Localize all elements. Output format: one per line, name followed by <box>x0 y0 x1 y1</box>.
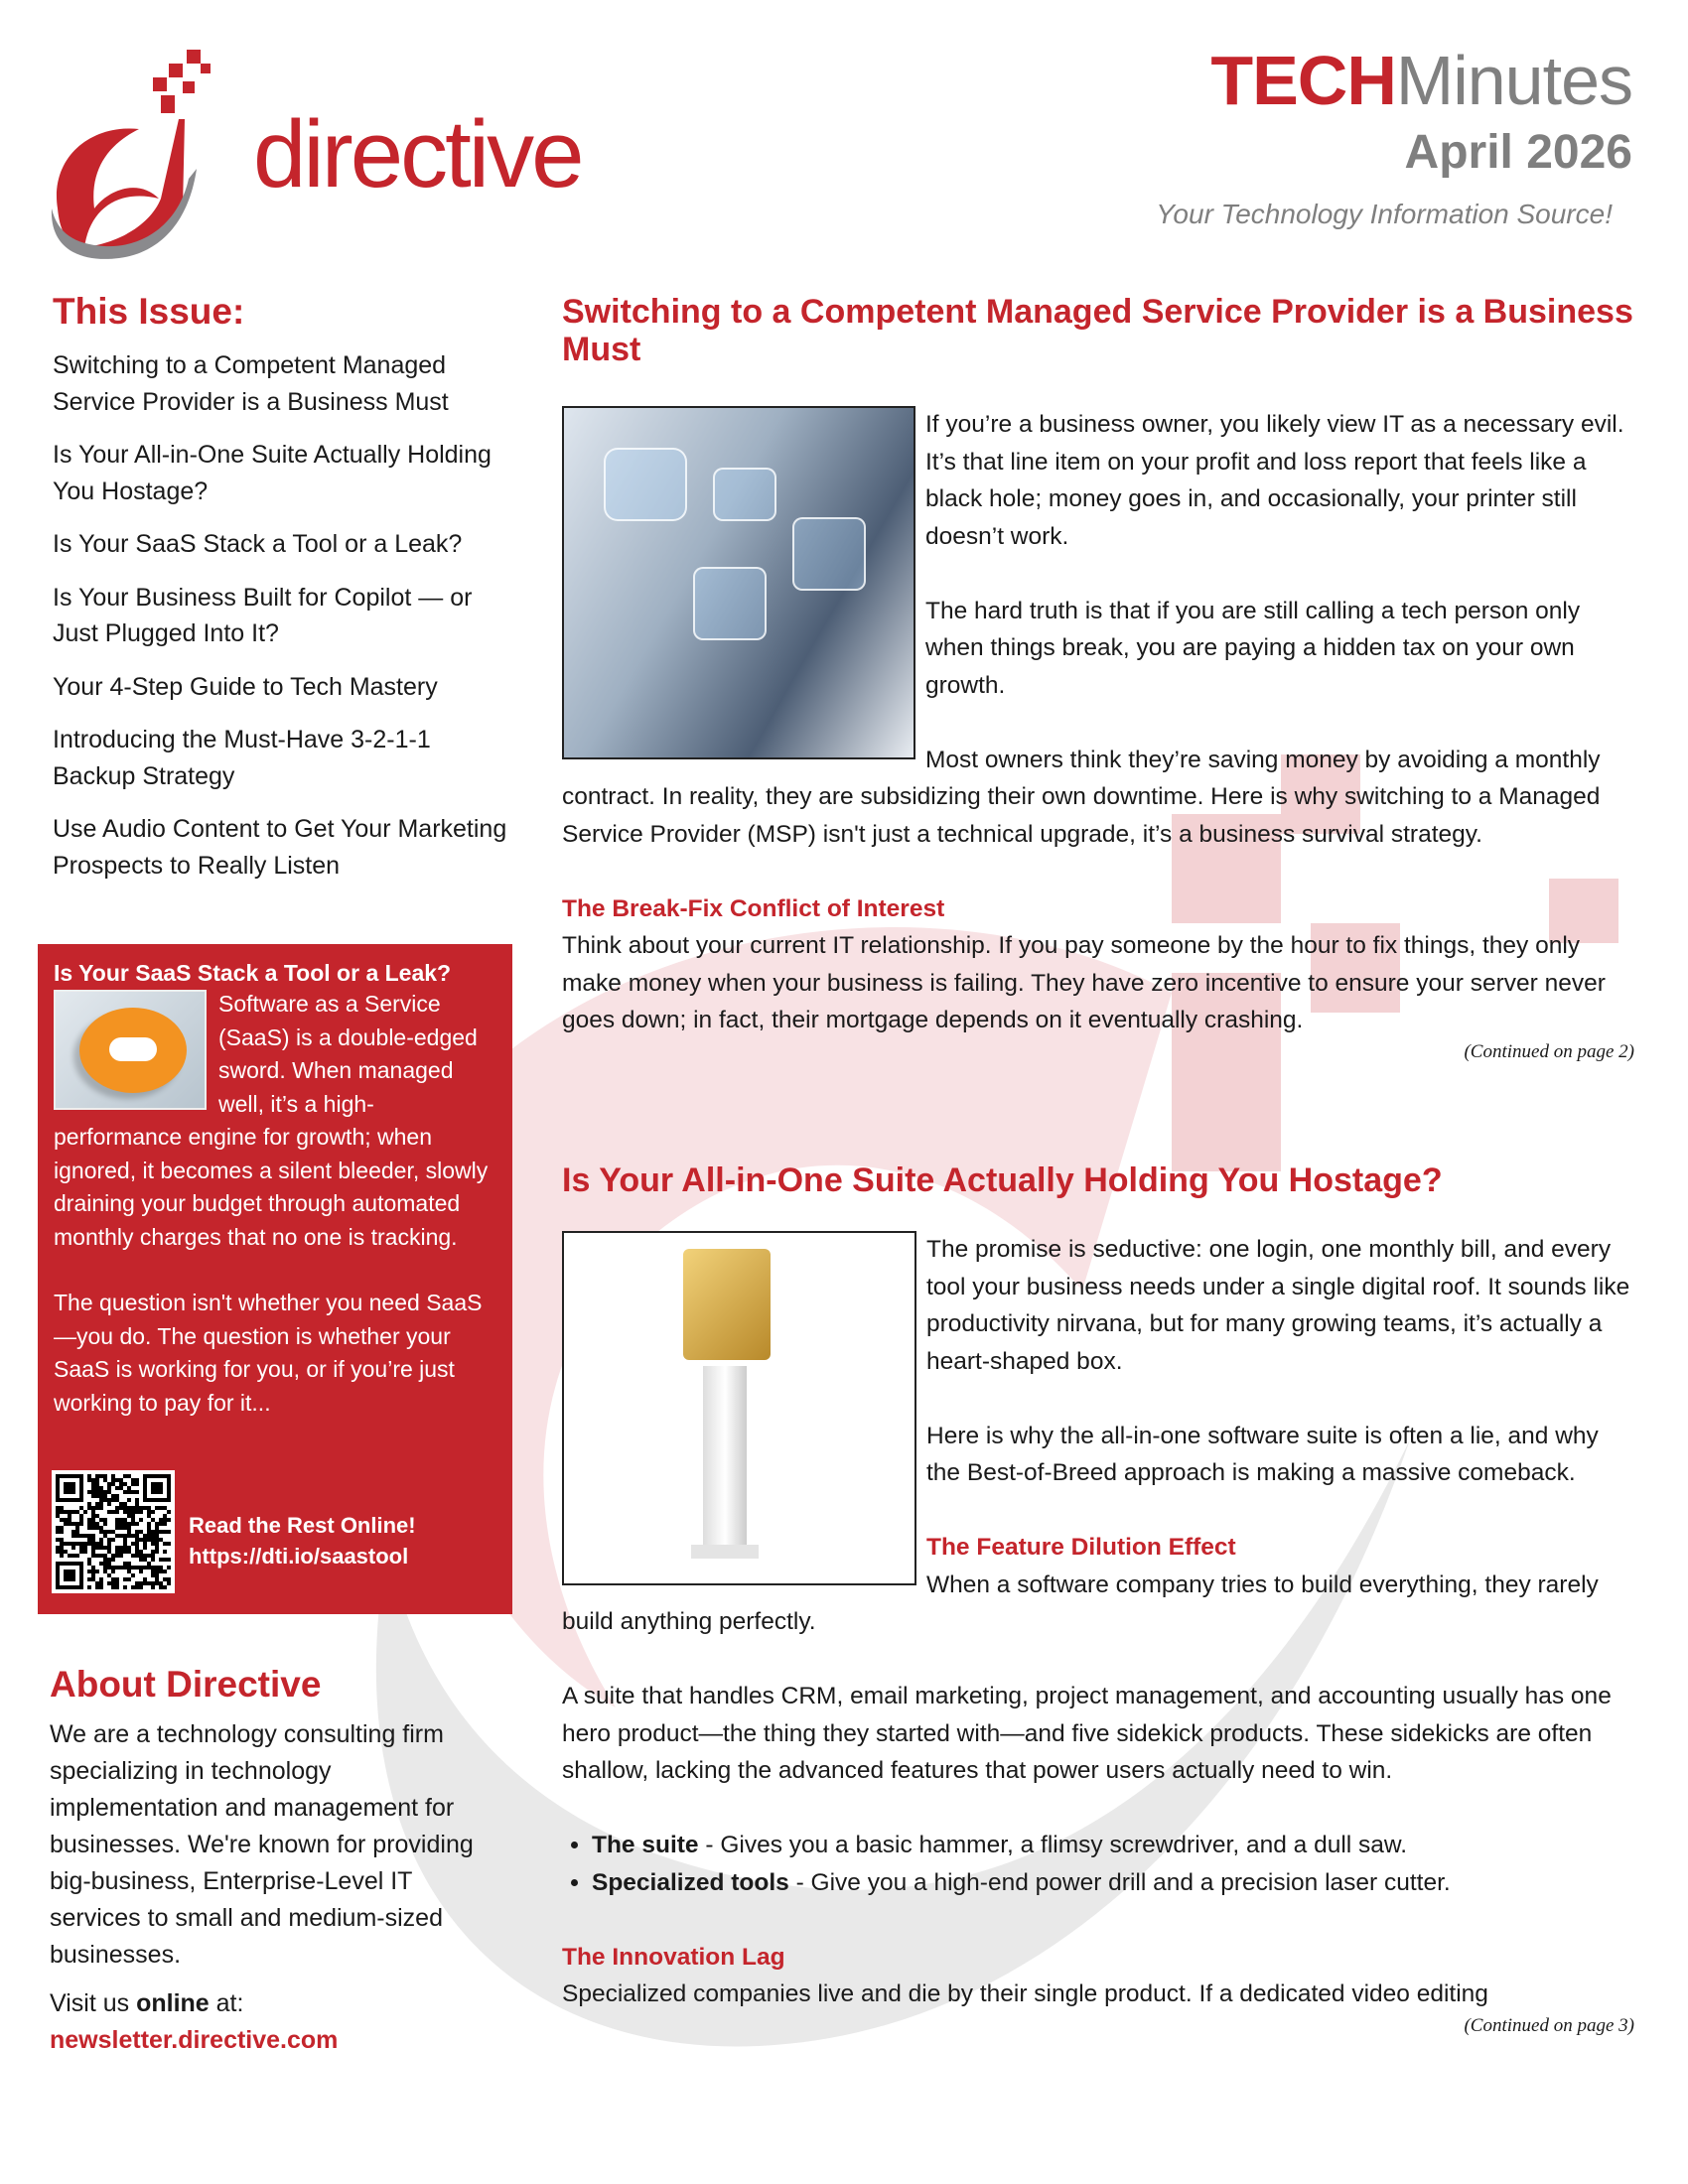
newsletter-masthead <box>1156 42 1632 230</box>
toc-item[interactable]: Switching to a Competent Managed Service Provider is a Business Must <box>53 351 449 416</box>
continued-note: (Continued on page 2) <box>1464 1040 1634 1062</box>
comparison-list <box>562 1827 1634 1901</box>
saas-box-heading: Is Your SaaS Stack a Tool or a Leak? <box>54 960 452 986</box>
article-paragraph: A suite that handles CRM, email marketing, project management, and accounting usually has one hero product—the thing they started with—and five sidekick products. These sidekicks are often shallow, lacking the advanced features that power users actually need to win. <box>562 1683 1612 1784</box>
list-item-bold: Specialized tools <box>592 1868 789 1896</box>
pedestal-base <box>691 1545 759 1559</box>
visit-pre: Visit us <box>50 1989 137 2017</box>
article-msp <box>562 293 1634 1065</box>
article-title: Switching to a Competent Managed Service Provider is a Business Must <box>562 293 1633 368</box>
business-touchscreen-image <box>562 406 915 759</box>
qr-code-icon <box>52 1470 175 1593</box>
toc-item[interactable]: Introducing the Must-Have 3-2-1-1 Backup Strategy <box>53 726 431 790</box>
directive-logo <box>50 50 645 263</box>
continued-note: (Continued on page 3) <box>1464 2014 1634 2036</box>
saas-box-paragraph: Software as a Service (SaaS) is a double-edged sword. When managed well, it’s a high-performance engine for growth; when ignored, it becomes a silent bleeder, slowly draining your budget through automated monthly charges that no one is tracking. <box>54 991 489 1250</box>
list-item <box>592 1827 1634 1864</box>
golden-computer-image <box>562 1231 916 1585</box>
cta-label: Read the Rest Online! <box>189 1513 416 1538</box>
logo-mark-icon <box>50 50 258 263</box>
article-paragraph: Most owners think they’re saving money by avoiding a monthly contract. In reality, they are subsidizing their own downtime. Here is why switching to a Managed Service Provider (MSP) isn't just a technical upgrade, it’s a business survival strategy. <box>562 746 1601 848</box>
cloud-icon <box>109 1037 157 1061</box>
toc-item[interactable]: Is Your Business Built for Copilot — or Just Plugged Into It? <box>53 583 473 647</box>
table-of-contents <box>53 290 519 900</box>
article-paragraph: When a software company tries to build everything, they rarely build anything perfectly. <box>562 1570 1599 1635</box>
article-paragraph: Specialized companies live and die by their single product. If a dedicated video editing <box>562 1980 1488 2007</box>
mail-icon <box>713 468 776 521</box>
toc-item[interactable]: Use Audio Content to Get Your Marketing Prospects to Really Listen <box>53 815 507 880</box>
list-item-bold: The suite <box>592 1832 699 1858</box>
list-item <box>592 1864 1634 1902</box>
toc-list <box>53 347 519 884</box>
read-online-cta <box>189 1510 416 1571</box>
newsletter-title <box>1156 42 1632 119</box>
gear-icon <box>693 567 767 640</box>
visit-line <box>50 1985 487 2022</box>
article-paragraph: The promise is seductive: one login, one monthly bill, and every tool your business needs under a single digital roof. It sounds like productivity nirvana, but for many growing teams, it’s actually a heart-shaped box. <box>926 1236 1630 1375</box>
article-paragraph: Here is why the all-in-one software suite is often a lie, and why the Best-of-Breed approach is making a massive comeback. <box>926 1422 1599 1486</box>
article-subheading: The Break-Fix Conflict of Interest <box>562 894 945 922</box>
toc-heading: This Issue: <box>53 291 245 332</box>
toc-item[interactable]: Is Your SaaS Stack a Tool or a Leak? <box>53 530 463 558</box>
article-paragraph: Think about your current IT relationship. If you pay someone by the hour to fix things, they only make money when your business is failing. They have zero incentive to ensure your server never goes down; in fact, their mortgage depends on it eventually crashing. <box>562 932 1606 1033</box>
about-body: We are a technology consulting firm specializing in technology implementation and management for businesses. We're known for providing big-business, Enterprise-Level IT services to small and medium-sized businesses. <box>50 1720 474 1969</box>
about-section <box>50 1663 487 2058</box>
about-heading: About Directive <box>50 1664 322 1705</box>
computer-icon <box>683 1249 771 1360</box>
headset-icon <box>792 517 866 591</box>
saas-sidebar-box <box>38 944 512 1614</box>
qr-code[interactable] <box>52 1470 175 1593</box>
tagline: Your Technology Information Source! <box>1156 199 1613 229</box>
visit-post: at: <box>209 1989 244 2017</box>
toc-item[interactable]: Is Your All-in-One Suite Actually Holding You Hostage? <box>53 441 492 505</box>
article-all-in-one-suite <box>562 1161 1634 2039</box>
cta-url-link[interactable]: https://dti.io/saastool <box>189 1544 409 1569</box>
title-tech: TECH <box>1210 42 1396 119</box>
saas-box-paragraph: The question isn't whether you need SaaS—you do. The question is whether your SaaS is working for you, or if you’re just working to pay for it... <box>54 1290 483 1416</box>
newsletter-link[interactable]: newsletter.directive.com <box>50 2026 339 2054</box>
list-item-text: - Gives you a basic hammer, a flimsy screwdriver, and a dull saw. <box>698 1832 1408 1858</box>
toc-item[interactable]: Your 4-Step Guide to Tech Mastery <box>53 672 438 701</box>
pedestal <box>703 1366 747 1545</box>
visit-bold: online <box>136 1989 210 2017</box>
article-subheading: The Innovation Lag <box>562 1943 785 1971</box>
article-paragraph: The hard truth is that if you are still calling a tech person only when things break, you are paying a hidden tax on your own growth. <box>925 597 1581 699</box>
chat-icon <box>604 448 687 521</box>
article-paragraph: If you’re a business owner, you likely view IT as a necessary evil. It’s that line item on your profit and loss report that feels like a black hole; money goes in, and occasionally, your printer still doesn’t work. <box>925 411 1624 550</box>
list-item-text: - Give you a high-end power drill and a precision laser cutter. <box>788 1868 1451 1896</box>
issue-date: April 2026 <box>1404 126 1632 179</box>
article-subheading: The Feature Dilution Effect <box>926 1534 1236 1561</box>
logo-wordmark: directive <box>253 101 582 207</box>
title-minutes: Minutes <box>1395 42 1632 119</box>
orange-circle <box>79 1008 187 1093</box>
saas-cloud-image <box>54 990 207 1110</box>
article-title: Is Your All-in-One Suite Actually Holding You Hostage? <box>562 1161 1443 1199</box>
